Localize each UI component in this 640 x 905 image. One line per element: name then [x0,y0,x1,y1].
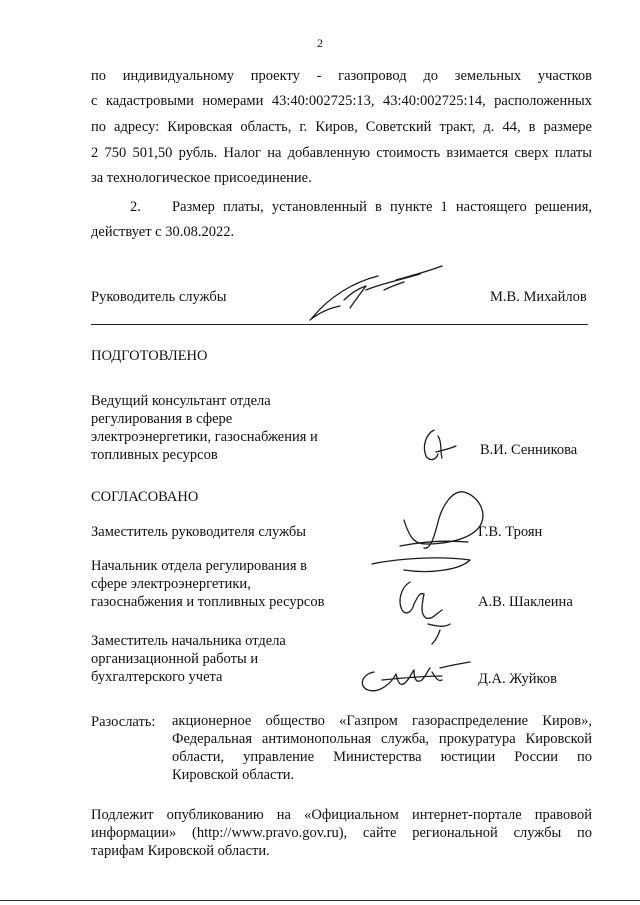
prepared-position-line: топливных ресурсов [91,447,218,463]
agreed-position-line: организационной работы и [91,651,259,667]
distribution-label: Разослать: [91,714,156,730]
agreed-signature-image [360,486,490,578]
publication-line: тарифам Кировской области. [91,843,270,859]
agreed-position [91,557,324,611]
agreed-position-line: Начальник отдела регулирования в [91,558,308,574]
agreed-name: Д.А. Жуйков [478,671,557,687]
prepared-signature-image [418,424,458,468]
agreed-position-line: газоснабжения и топливных ресурсов [91,594,325,610]
distribution-line: Федеральная антимонопольная служба, прокуратура Кировской [172,731,592,747]
page-number: 2 [317,36,323,50]
prepared-position [91,392,318,464]
publication-line: Подлежит опубликованию на «Официальном интернет-портале правовой [91,807,592,823]
head-signature-image [300,262,450,324]
para1-line: по индивидуальному проекту - газопровод до земельных участков [91,68,592,84]
agreed-position [91,632,286,686]
prepared-position-line: Ведущий консультант отдела [91,393,271,409]
para2-number: 2. [130,199,141,215]
agreed-position-line: бухгалтерского учета [91,669,223,685]
agreed-signature-image [352,652,474,698]
agreed-heading: СОГЛАСОВАНО [91,489,199,505]
head-title: Руководитель службы [91,289,227,305]
distribution-line: Кировской области. [172,767,295,783]
distribution-line: области, управление Министерства юстиции России по [172,749,592,765]
para2-line: Размер платы, установленный в пункте 1 настоящего решения, [172,199,592,215]
agreed-position-line: Заместитель начальника отдела [91,633,286,649]
prepared-heading: ПОДГОТОВЛЕНО [91,348,208,364]
agreed-signature-image [392,574,462,646]
para1-line: за технологическое присоединение. [91,170,312,186]
agreed-name: Г.В. Троян [478,524,543,540]
para1-line: по адресу: Кировская область, г. Киров, Советский тракт, д. 44, в размере [91,119,592,135]
prepared-position-line: электроэнергетики, газоснабжения и [91,429,318,445]
para1-line: 2 750 501,50 рубль. Налог на добавленную стоимость взимается сверх платы [91,145,592,161]
page-edge-line [0,900,640,901]
separator-line [91,324,588,325]
distribution-line: акционерное общество «Газпром газораспределение Киров», [172,713,592,729]
publication-line: информации» (http://www.pravo.gov.ru), сайте региональной службы по [91,825,592,841]
agreed-name: А.В. Шаклеина [478,594,573,610]
prepared-name: В.И. Сенникова [480,442,578,458]
para1-line: с кадастровыми номерами 43:40:002725:13, 43:40:002725:14, расположенных [91,93,592,109]
prepared-position-line: регулирования в сфере [91,411,233,427]
para2-line: действует с 30.08.2022. [91,224,235,240]
agreed-position-line: сфере электроэнергетики, [91,576,251,592]
agreed-position: Заместитель руководителя службы [91,524,307,540]
head-name: М.В. Михайлов [490,289,587,305]
